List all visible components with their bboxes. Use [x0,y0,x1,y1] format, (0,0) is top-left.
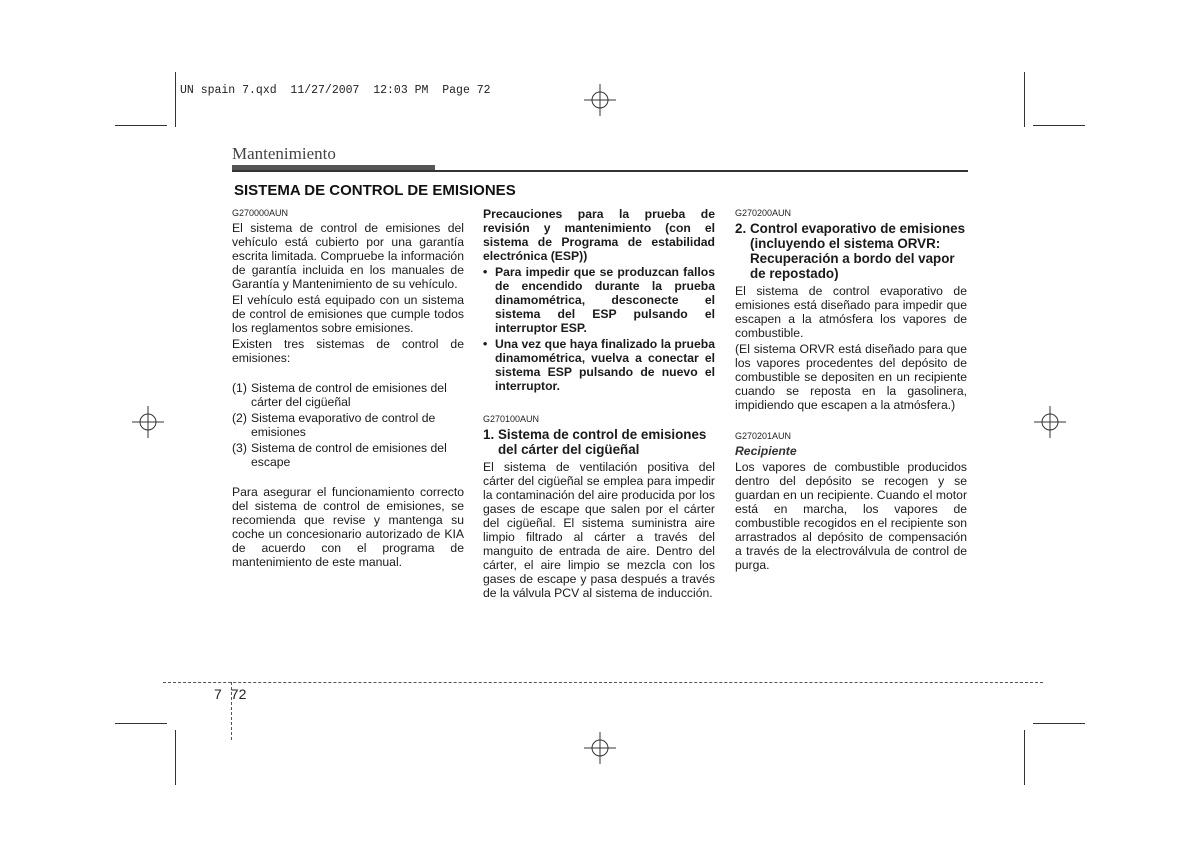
print-slug: UN spain 7.qxd 11/27/2007 12:03 PM Page 72 [180,84,491,97]
crop-mark [1024,72,1025,127]
subsection-heading [483,427,715,457]
list-text: Sistema de control de emisiones del cárter del cigüeñal [251,381,447,409]
registration-mark-icon [584,84,616,116]
registration-mark-icon [132,406,164,438]
section-number: 7 [214,686,222,702]
column-1 [232,207,464,571]
list-number: (2) [232,411,247,425]
bullet-item [483,265,715,335]
list-item [232,411,464,439]
crop-mark [1033,125,1085,126]
list-number: (1) [232,381,247,395]
reference-code: G270000AUN [232,208,289,218]
subsection-title: Control evaporativo de emisiones (incluyendo el sistema ORVR: Recuperación a bordo del vapor de repostado) [750,221,966,281]
page-number [214,686,255,702]
subsection-number: 2. [735,221,747,236]
reference-code: G270201AUN [735,431,792,441]
italic-heading: Recipiente [735,444,797,458]
paragraph: (El sistema ORVR está diseñado para que los vapores procedentes del depósito de combustible se depositen en un recipiente cuando se reposta en la gasolinera, impidiendo que escapen a la atmósfera.) [735,342,967,412]
list-number: (3) [232,441,247,455]
registration-mark-icon [1034,406,1066,438]
list-item [232,381,464,409]
list-text: Sistema evaporativo de control de emisiones [251,411,436,439]
bullet-icon: • [483,265,488,279]
bullet-text: Para impedir que se produzcan fallos de encendido durante la prueba dinamométrica, desconecte el sistema del ESP pulsando el interruptor ESP. [495,265,715,335]
page-number-value: 72 [230,686,247,702]
section-title: SISTEMA DE CONTROL DE EMISIONES [234,182,516,199]
subsection-number: 1. [483,427,495,442]
crop-mark [1024,730,1025,785]
paragraph: El sistema de control evaporativo de emisiones está diseñado para impedir que escapen a la atmósfera los vapores de combustible. [735,284,967,340]
registration-mark-icon [584,732,616,764]
precautions-title: Precauciones para la prueba de revisión y mantenimiento (con el sistema de Programa de estabilidad electrónica (ESP)) [483,207,715,263]
footer-rule [163,682,1043,683]
bullet-item [483,337,715,393]
paragraph: Existen tres sistemas de control de emisiones: [232,337,464,365]
list-text: Sistema de control de emisiones del escape [251,441,447,469]
running-header: Mantenimiento [232,144,336,163]
paragraph: El sistema de control de emisiones del vehículo está cubierto por una garantía escrita limitada. Compruebe la información de garantía incluida en los manuales de Garantía y Mantenimiento de su vehículo. [232,221,464,291]
paragraph: Para asegurar el funcionamiento correcto del sistema de control de emisiones, se recomienda que revise y mantenga su coche un concesionario autorizado de KIA de acuerdo con el programa de mantenimiento de este manual. [232,485,464,569]
reference-code: G270100AUN [483,414,540,424]
crop-mark [115,723,167,724]
paragraph: El vehículo está equipado con un sistema de control de emisiones que cumple todos los reglamentos sobre emisiones. [232,293,464,335]
column-3 [735,207,967,574]
paragraph: El sistema de ventilación positiva del cárter del cigüeñal se emplea para impedir la contaminación del aire producida por los gases de escape que salen por el cárter del cigüeñal. El sistema suministra aire limpio filtrado al cárter a través del manguito de entrada de aire. Dentro del cárter, el aire limpio se mezcla con los gases de escape y pasa después a través de la válvula PCV al sistema de inducción. [483,460,715,600]
crop-mark [1033,723,1085,724]
bullet-text: Una vez que haya finalizado la prueba dinamométrica, vuelva a conectar el sistema ESP pulsando de nuevo el interruptor. [495,337,715,393]
subsection-heading [735,221,967,281]
subsection-title: Sistema de control de emisiones del cárter del cigüeñal [498,427,707,457]
reference-code: G270200AUN [735,208,792,218]
crop-mark [175,730,176,785]
crop-mark [175,72,176,127]
crop-mark [115,125,167,126]
bullet-icon: • [483,337,488,351]
paragraph: Los vapores de combustible producidos dentro del depósito se recogen y se guardan en un recipiente. Cuando el motor está en marcha, los vapores de combustible recogidos en el recipiente son arrastrados al depósito de compensación a través de la electroválvula de control de purga. [735,460,967,572]
list-item [232,441,464,469]
header-rule [232,170,968,172]
column-2 [483,207,715,602]
